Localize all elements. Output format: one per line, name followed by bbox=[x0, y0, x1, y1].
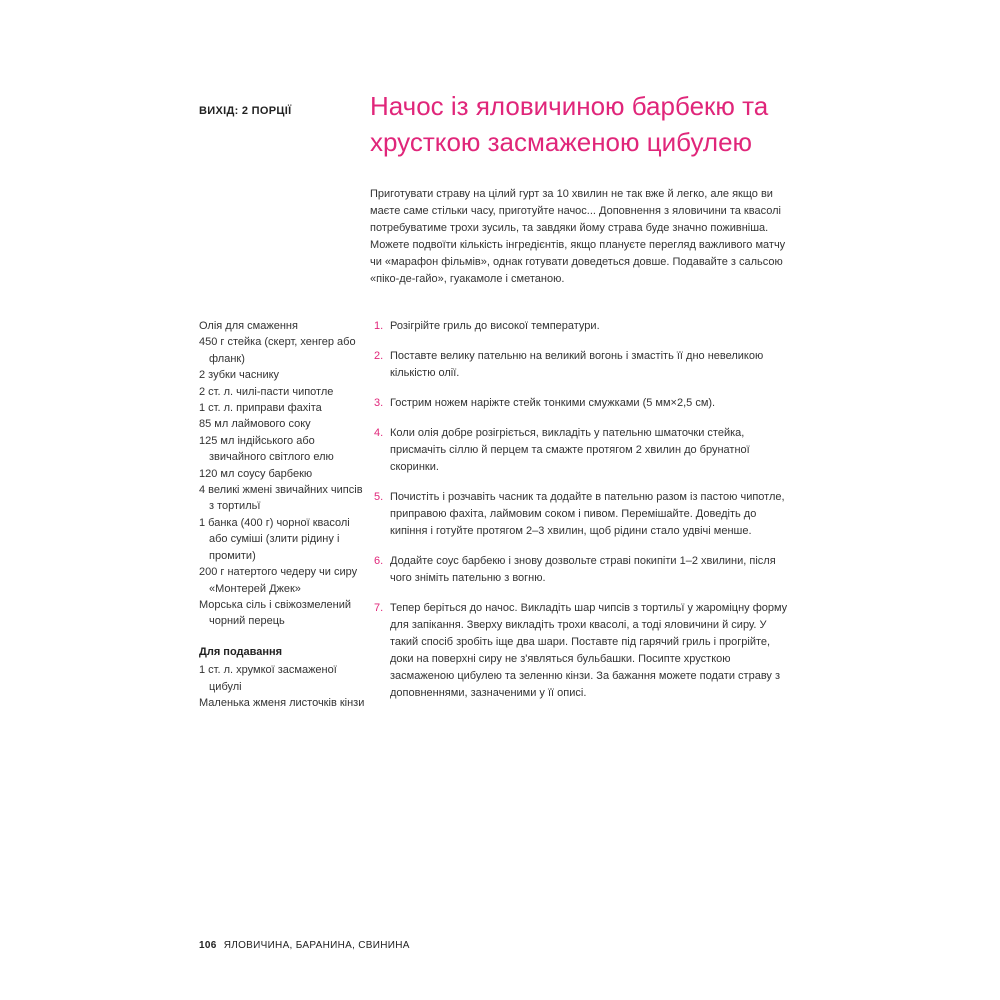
step-item bbox=[374, 425, 794, 476]
ingredient-item: 85 мл лаймового соку bbox=[199, 418, 311, 431]
step-item bbox=[374, 553, 794, 587]
step-number: 7. bbox=[374, 602, 384, 614]
ingredient-item: 200 г натертого чедеру чи сиру «Монтерей Джек» bbox=[199, 566, 358, 595]
recipe-intro: Приготувати страву на цілий гурт за 10 хвилин не так вже й легко, але якщо ви маєте саме стільки часу, приготуйте начос... Доповнення з яловичини та квасолі потребуватиме трохи зусиль, та завдяки йому страва буде значно поживніша. Можете подвоїти кількість інгредієнтів, якщо плануєте перегляд важливого матчу чи «марафон фільмів», однак готувати доведеться довше. Подавайте з сальсою «піко-де-гайо», гуакамоле і сметаною. bbox=[370, 188, 786, 285]
step-number: 6. bbox=[374, 555, 384, 567]
ingredient-list bbox=[199, 318, 369, 630]
recipe-title: Начос із яловичиною барбекю та хрусткою засмаженою цибулею bbox=[370, 91, 769, 157]
ingredient-item: Олія для смаження bbox=[199, 320, 298, 332]
ingredient-item: 2 зубки часнику bbox=[199, 369, 280, 382]
step-number: 1. bbox=[374, 320, 384, 332]
step-number: 4. bbox=[374, 427, 384, 439]
step-item bbox=[374, 318, 794, 335]
step-text: Гострим ножем наріжте стейк тонкими смужками (5 мм×2,5 см). bbox=[390, 397, 716, 409]
step-text: Почистіть і розчавіть часник та додайте в пательню разом із пастою чипотле, приправою фахіта, лаймовим соком і пивом. Перемішайте. Доведіть до кипіння і готуйте протягом 2–3 хвилин, щоб рідини стало удвічі менше. bbox=[390, 491, 785, 537]
serving-item: Маленька жменя листочків кінзи bbox=[199, 696, 365, 709]
serving-item: 1 ст. л. хрумкої засмаженої цибулі bbox=[199, 664, 337, 693]
step-item bbox=[374, 489, 794, 540]
ingredient-item: 2 ст. л. чилі-пасти чипотле bbox=[199, 385, 334, 398]
step-number: 2. bbox=[374, 350, 384, 362]
yield-label: ВИХІД: 2 ПОРЦІЇ bbox=[199, 105, 292, 117]
page-number: 106 bbox=[199, 940, 217, 951]
step-item bbox=[374, 395, 794, 412]
ingredient-item: 1 ст. л. приправи фахіта bbox=[199, 402, 322, 415]
step-item bbox=[374, 348, 794, 382]
step-item bbox=[374, 600, 794, 702]
step-text: Розігрійте гриль до високої температури. bbox=[390, 320, 600, 332]
step-text: Тепер беріться до начос. Викладіть шар чипсів з тортильї у жароміцну форму для запікання. Зверху викладіть трохи квасолі, а тоді яловичини й сиру. У такий спосіб зробіть іще два шари. Поставте під гарячий гриль і прогрійте, доки на поверхні сиру не з'являться бульбашки. Посипте хрусткою засмаженою цибулею та зеленню кінзи. За бажання можете подати страву з доповненнями, зазначеними у її описі. bbox=[390, 602, 788, 699]
ingredient-item: 125 мл індійського або звичайного світлого елю bbox=[199, 434, 334, 464]
ingredients-column bbox=[199, 318, 369, 711]
step-text: Поставте велику пательню на великий вогонь і змастіть її дно невеликою кількістю олії. bbox=[390, 350, 764, 379]
method-steps bbox=[374, 318, 794, 715]
section-name: ЯЛОВИЧИНА, БАРАНИНА, СВИНИНА bbox=[223, 940, 410, 951]
page-footer bbox=[199, 940, 410, 951]
ingredient-item: 450 г стейка (скерт, хенгер або фланк) bbox=[199, 336, 356, 365]
step-number: 3. bbox=[374, 397, 384, 409]
ingredient-item: 120 мл соусу барбекю bbox=[199, 467, 313, 480]
step-number: 5. bbox=[374, 491, 384, 503]
ingredient-item: 4 великі жмені звичайних чипсів з тортильї bbox=[199, 484, 363, 513]
step-text: Коли олія добре розігріється, викладіть у пательню шматочки стейка, присмачіть сіллю й перцем та смажте протягом 2 хвилин до брунатної скоринки. bbox=[390, 427, 750, 473]
ingredient-item: Морська сіль і свіжозмелений чорний перець bbox=[199, 598, 352, 628]
serving-heading: Для подавання bbox=[199, 645, 283, 658]
serving-list bbox=[199, 662, 369, 711]
ingredient-item: 1 банка (400 г) чорної квасолі або суміші (злити рідину і промити) bbox=[199, 516, 350, 562]
step-text: Додайте соус барбекю і знову дозвольте страві покипіти 1–2 хвилини, після чого зніміть пательню з вогню. bbox=[390, 555, 776, 584]
